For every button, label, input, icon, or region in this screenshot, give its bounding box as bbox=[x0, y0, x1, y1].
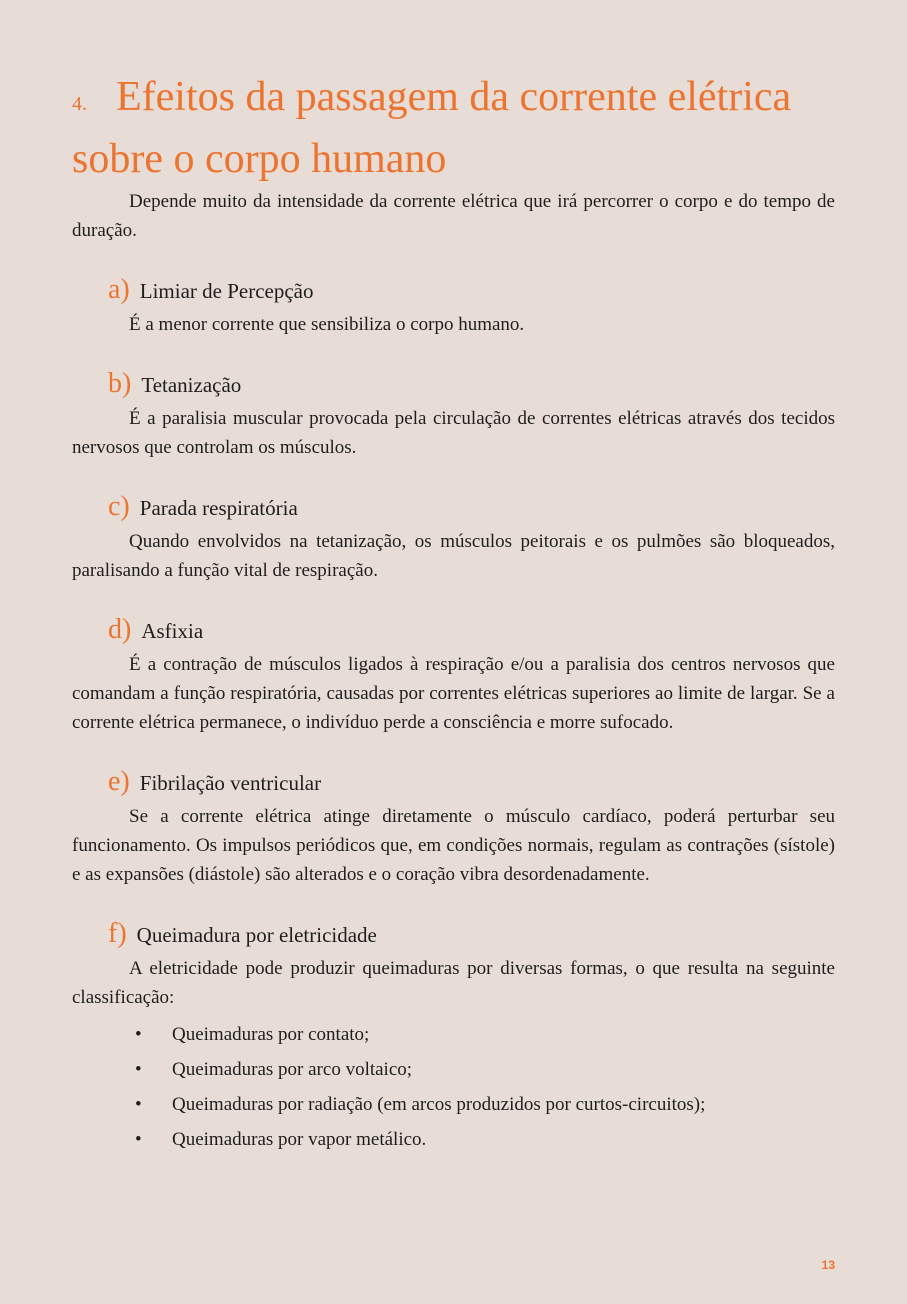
section-d-title: Asfixia bbox=[141, 619, 204, 643]
section-c-title: Parada respiratória bbox=[139, 496, 298, 520]
section-d-text: É a contração de músculos ligados à respiração e/ou a paralisia dos centros nervosos que comandam a função respiratória, causadas por correntes elétricas superiores ao limite de largar. Se a corrente elétrica permanece, o indivíduo perde a consciência e morre sufocado. bbox=[72, 654, 835, 733]
section-c-letter: c) bbox=[108, 491, 130, 522]
section-c bbox=[72, 492, 835, 585]
bullet-icon: • bbox=[135, 1024, 142, 1045]
section-e-heading bbox=[108, 767, 835, 798]
bullet-icon: • bbox=[135, 1129, 142, 1150]
list-item-text: Queimaduras por vapor metálico. bbox=[172, 1129, 427, 1150]
section-a-letter: a) bbox=[108, 274, 130, 305]
section-a-title: Limiar de Percepção bbox=[139, 279, 314, 303]
section-b-heading bbox=[108, 369, 835, 400]
list-item-text: Queimaduras por arco voltaico; bbox=[172, 1059, 413, 1080]
list-item bbox=[72, 1017, 835, 1052]
burn-types-list bbox=[72, 1017, 835, 1157]
page-content bbox=[72, 70, 835, 1157]
list-item-text: Queimaduras por radiação (em arcos produzidos por curtos-circuitos); bbox=[172, 1094, 706, 1115]
list-item bbox=[72, 1087, 835, 1122]
section-f-heading bbox=[108, 919, 835, 950]
section-b-text: É a paralisia muscular provocada pela circulação de correntes elétricas através dos tecidos nervosos que controlam os músculos. bbox=[72, 408, 835, 458]
bullet-icon: • bbox=[135, 1094, 142, 1115]
section-b bbox=[72, 369, 835, 462]
section-d-letter: d) bbox=[108, 614, 132, 645]
section-c-text: Quando envolvidos na tetanização, os músculos peitorais e os pulmões são bloqueados, paralisando a função vital de respiração. bbox=[72, 531, 835, 581]
section-b-letter: b) bbox=[108, 368, 132, 399]
bullet-icon: • bbox=[135, 1059, 142, 1080]
list-item-text: Queimaduras por contato; bbox=[172, 1024, 370, 1045]
section-e-letter: e) bbox=[108, 766, 130, 797]
section-f bbox=[72, 919, 835, 1157]
page-number: 13 bbox=[821, 1258, 835, 1272]
chapter-number: 4. bbox=[72, 93, 87, 115]
section-a-heading bbox=[108, 275, 835, 306]
section-e bbox=[72, 767, 835, 889]
section-a bbox=[72, 275, 835, 339]
chapter-title-line-1: Efeitos da passagem da corrente elétrica bbox=[116, 74, 792, 120]
section-c-heading bbox=[108, 492, 835, 523]
chapter-title-line-2: sobre o corpo humano bbox=[72, 136, 447, 182]
section-d-heading bbox=[108, 615, 835, 646]
list-item bbox=[72, 1122, 835, 1157]
intro-paragraph: Depende muito da intensidade da corrente elétrica que irá percorrer o corpo e do tempo de duração. bbox=[72, 191, 835, 241]
section-f-title: Queimadura por eletricidade bbox=[136, 923, 377, 947]
chapter-heading bbox=[72, 70, 835, 187]
section-d bbox=[72, 615, 835, 737]
section-e-text: Se a corrente elétrica atinge diretamente o músculo cardíaco, poderá perturbar seu funcionamento. Os impulsos periódicos que, em condições normais, regulam as contrações (sístole) e as expansões (diástole) são alterados e o coração vibra desordenadamente. bbox=[72, 806, 835, 885]
section-b-title: Tetanização bbox=[141, 373, 242, 397]
section-f-text: A eletricidade pode produzir queimaduras por diversas formas, o que resulta na seguinte classificação: bbox=[72, 958, 835, 1008]
section-f-letter: f) bbox=[108, 918, 127, 949]
list-item bbox=[72, 1052, 835, 1087]
section-e-title: Fibrilação ventricular bbox=[139, 771, 322, 795]
section-a-text: É a menor corrente que sensibiliza o corpo humano. bbox=[129, 314, 525, 335]
